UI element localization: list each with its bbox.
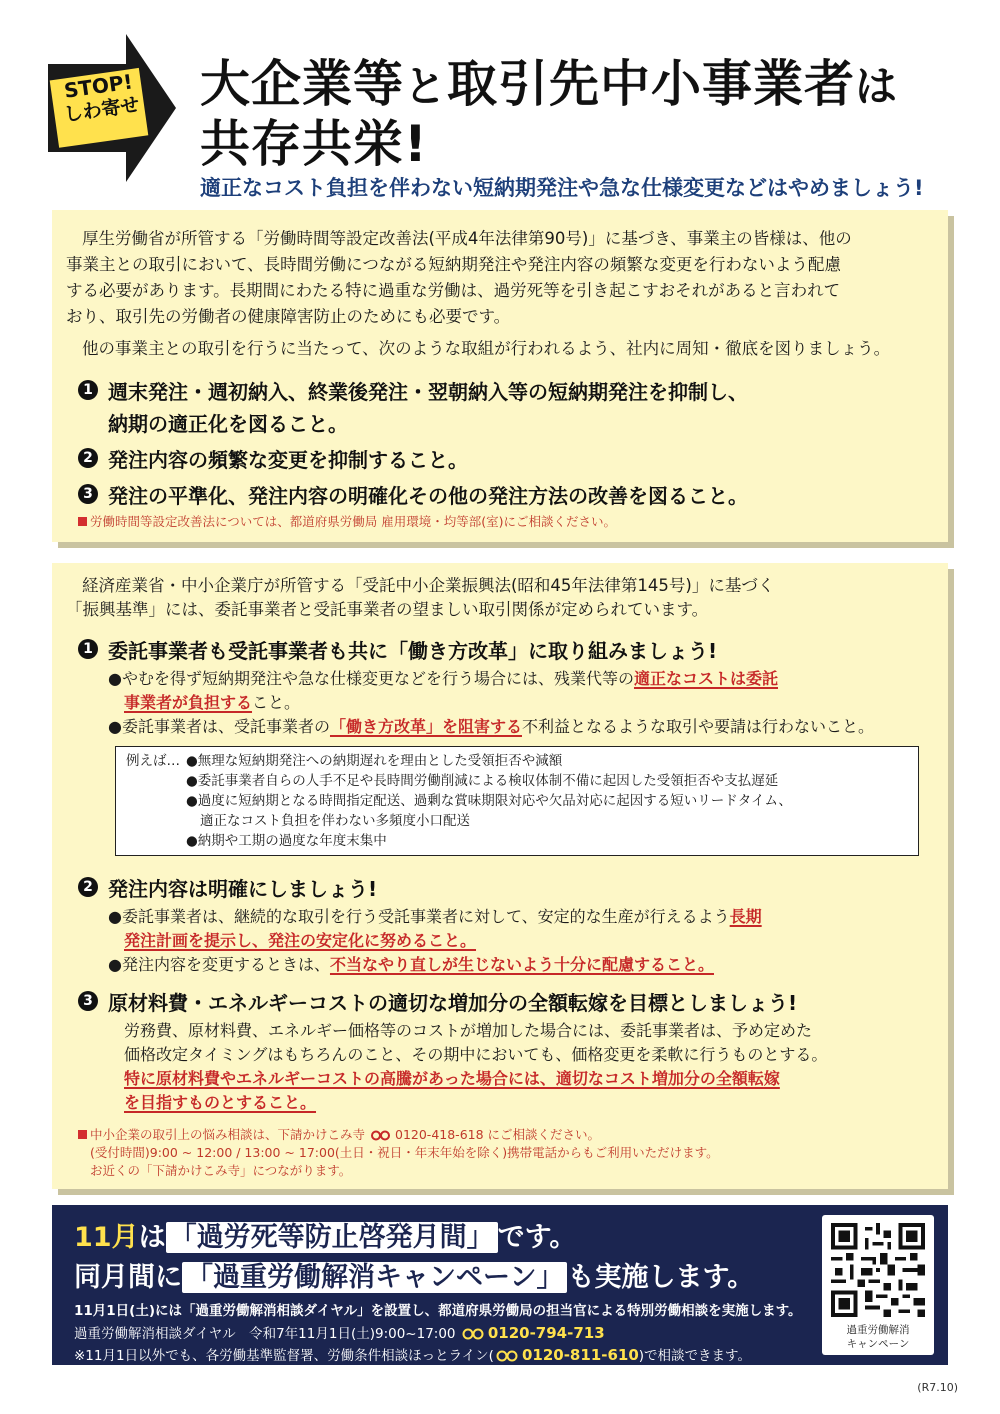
qr-caption: [822, 1323, 934, 1351]
example-line: ●過度に短納期となる時間指定配送、過剰な賞味期限対応や欠品対応に起因する短いリードタイム、: [186, 793, 792, 809]
number-circle-icon: 1: [78, 639, 98, 659]
number-circle-icon: 3: [78, 484, 98, 504]
campaign-text: 過重労働解消相談ダイヤル 令和7年11月1日(土)9:00~17:00: [74, 1326, 456, 1342]
example-line: 適正なコスト負担を伴わない多頻度小口配送: [200, 813, 470, 829]
intro-line: 厚生労働省が所管する「労働時間等設定改善法(平成4年法律第90号)」に基づき、事業主の皆様は、他の: [82, 229, 852, 248]
item-1-line1: 週末発注・週初納入、終業後発注・翌朝納入等の短納期発注を抑制し、: [108, 380, 748, 404]
heading-text: は: [138, 1222, 166, 1253]
kakekomi-connect: お近くの「下請かけこみ寺」につながります。: [90, 1163, 352, 1178]
item-3: 発注の平準化、発注内容の明確化その他の発注方法の改善を図ること。: [108, 484, 748, 508]
heading-text: 同月間に: [74, 1262, 182, 1293]
campaign-p3: [74, 1344, 751, 1364]
heading-highlight: 「過労死等防止啓発月間」: [166, 1222, 498, 1253]
heading-text: 11月: [74, 1222, 139, 1253]
reference-code: (R7.10): [917, 1381, 958, 1394]
emphasis-text: を目指すものとすること。: [124, 1093, 317, 1112]
red-square-icon: [78, 1130, 87, 1139]
campaign-heading-2: [74, 1255, 754, 1294]
number-circle-icon: 2: [78, 448, 98, 468]
item-3-red2: [124, 1091, 316, 1115]
section-labor-time-law: [52, 210, 948, 542]
intro-line: する必要があります。長期間にわたる特に過重な労働は、過労死等を引き起こすおそれがあると言われて: [66, 281, 841, 300]
emphasis-text: 「働き方改革」を阻害する: [329, 717, 522, 736]
examples-lead: 例えば…: [126, 753, 180, 769]
item-1-title: 委託事業者も受託事業者も共に「働き方改革」に取り組みましょう!: [108, 639, 718, 663]
campaign-p2: [74, 1322, 605, 1342]
emphasis-text: 適正なコストは委託: [633, 669, 778, 688]
intro-line: 経済産業省・中小企業庁が所管する「受託中小企業振興法(昭和45年法律第145号)」に基づく: [82, 576, 775, 595]
campaign-panel: [52, 1205, 948, 1365]
examples-box: [115, 746, 919, 856]
item-3-red1: [124, 1067, 780, 1091]
bullet-text: ●委託事業者は、継続的な取引を行う受託事業者に対して、安定的な生産が行えるよう: [108, 907, 730, 926]
qr-code-icon: [831, 1223, 925, 1317]
item-1-bullet-1-cont: [124, 691, 300, 715]
free-dial-icon: [371, 1130, 393, 1141]
intro-line: 事業主との取引において、長時間労働につながる短納期発注や発注内容の頻繁な変更を行わないよう配慮: [66, 255, 841, 274]
title-part-d: は: [855, 62, 899, 111]
emphasis-text: 特に原材料費やエネルギーコストの高騰があった場合には、適切なコスト増加分の全額転嫁: [124, 1069, 780, 1088]
intro-line: 他の事業主との取引を行うに当たって、次のような取組が行われるよう、社内に周知・徹底を図りましょう。: [82, 339, 891, 358]
note-text: にご相談ください。: [487, 1127, 601, 1142]
phone-number: 0120-418-618: [395, 1127, 484, 1142]
item-1-bullet-2: [108, 715, 874, 739]
item-3-line1: 労務費、原材料費、エネルギー価格等のコストが増加した場合には、委託事業者は、予め定めた: [124, 1021, 813, 1040]
item-2: 発注内容の頻繁な変更を抑制すること。: [108, 448, 468, 472]
intro-line: おり、取引先の労働者の健康障害防止のためにも必要です。: [66, 307, 511, 326]
campaign-text: )で相談できます。: [638, 1348, 751, 1364]
item-2-title: 発注内容は明確にしましょう!: [108, 877, 378, 901]
item-2-bullet-1-cont: [124, 929, 476, 953]
heading-text: も実施します。: [567, 1262, 755, 1293]
heading-text: です。: [497, 1222, 577, 1253]
example-line: ●委託事業者自らの人手不足や長時間労働削減による検収体制不備に起因した受領拒否や支払遅延: [186, 773, 779, 789]
item-3-title: 原材料費・エネルギーコストの適切な増加分の全額転嫁を目標としましょう!: [108, 991, 798, 1015]
kakekomi-hours: (受付時間)9:00 ~ 12:00 / 13:00 ~ 17:00(土日・祝日・年末年始を除く)携帯電話からもご利用いただけます。: [90, 1145, 719, 1160]
item-1-line2: 納期の適正化を図ること。: [108, 412, 348, 436]
campaign-heading-1: [74, 1215, 576, 1254]
title-part-b: と: [404, 62, 448, 111]
qr-card[interactable]: [822, 1215, 934, 1355]
page-title-line2: 共存共栄!: [200, 115, 428, 173]
campaign-text: ※11月1日以外でも、各労働基準監督署、労働条件相談ほっとライン(: [74, 1348, 494, 1364]
number-circle-icon: 2: [78, 877, 98, 897]
phone-number: 0120-794-713: [487, 1324, 605, 1342]
free-dial-icon: [496, 1350, 520, 1362]
consult-note: [78, 512, 616, 530]
phone-number: 0120-811-610: [521, 1346, 639, 1364]
emphasis-text: 不当なやり直しが生じないよう十分に配慮すること。: [329, 955, 714, 974]
qr-caption-line: キャンペーン: [846, 1338, 910, 1350]
example-line: ●無理な短納期発注への納期遅れを理由とした受領拒否や減額: [186, 753, 563, 769]
bullet-text: 不利益となるような取引や要請は行わないこと。: [521, 717, 874, 736]
subtitle: 適正なコスト負担を伴わない短納期発注や急な仕様変更などはやめましょう!: [200, 176, 924, 200]
example-line: ●納期や工期の過度な年度末集中: [186, 833, 387, 849]
badge-line1: STOP!: [62, 69, 135, 103]
emphasis-text: 発注計画を提示し、発注の安定化に努めること。: [124, 931, 477, 950]
bullet-text: ●発注内容を変更するときは、: [108, 955, 330, 974]
item-2-bullet-2: [108, 953, 714, 977]
bullet-text: こと。: [252, 693, 301, 712]
consult-note-text: 労働時間等設定改善法については、都道府県労働局 雇用環境・均等部(室)にご相談ください。: [90, 514, 616, 529]
section-subcontract-law: [52, 563, 948, 1189]
intro-line: 「振興基準」には、委託事業者と受託事業者の望ましい取引関係が定められています。: [66, 600, 709, 619]
title-part-a: 大企業等: [200, 55, 404, 113]
badge-line2: しわ寄せ: [62, 93, 141, 127]
heading-highlight: 「過重労働解消キャンペーン」: [182, 1262, 567, 1293]
campaign-p1: 11月1日(土)には「過重労働解消相談ダイヤル」を設置し、都道府県労働局の担当官による特別労働相談を実施します。: [74, 1303, 802, 1319]
emphasis-text: 事業者が負担する: [124, 693, 253, 712]
kakekomi-note: [78, 1125, 600, 1143]
bullet-text: ●やむを得ず短納期発注や急な仕様変更などを行う場合には、残業代等の: [108, 669, 634, 688]
bullet-text: ●委託事業者は、受託事業者の: [108, 717, 330, 736]
title-part-c: 取引先中小事業者: [447, 55, 856, 113]
note-text: 中小企業の取引上の悩み相談は、下請かけこみ寺: [90, 1127, 366, 1142]
free-dial-icon: [462, 1328, 486, 1340]
qr-caption-line: 過重労働解消: [846, 1324, 910, 1336]
number-circle-icon: 3: [78, 991, 98, 1011]
emphasis-text: 長期: [729, 907, 762, 926]
item-2-bullet-1: [108, 905, 762, 929]
header: [0, 0, 1000, 200]
item-3-line2: 価格改定タイミングはもちろんのこと、その期中においても、価格変更を柔軟に行うものとする。: [124, 1045, 828, 1064]
number-circle-icon: 1: [78, 380, 98, 400]
red-square-icon: [78, 517, 87, 526]
item-1-bullet-1: [108, 667, 778, 691]
